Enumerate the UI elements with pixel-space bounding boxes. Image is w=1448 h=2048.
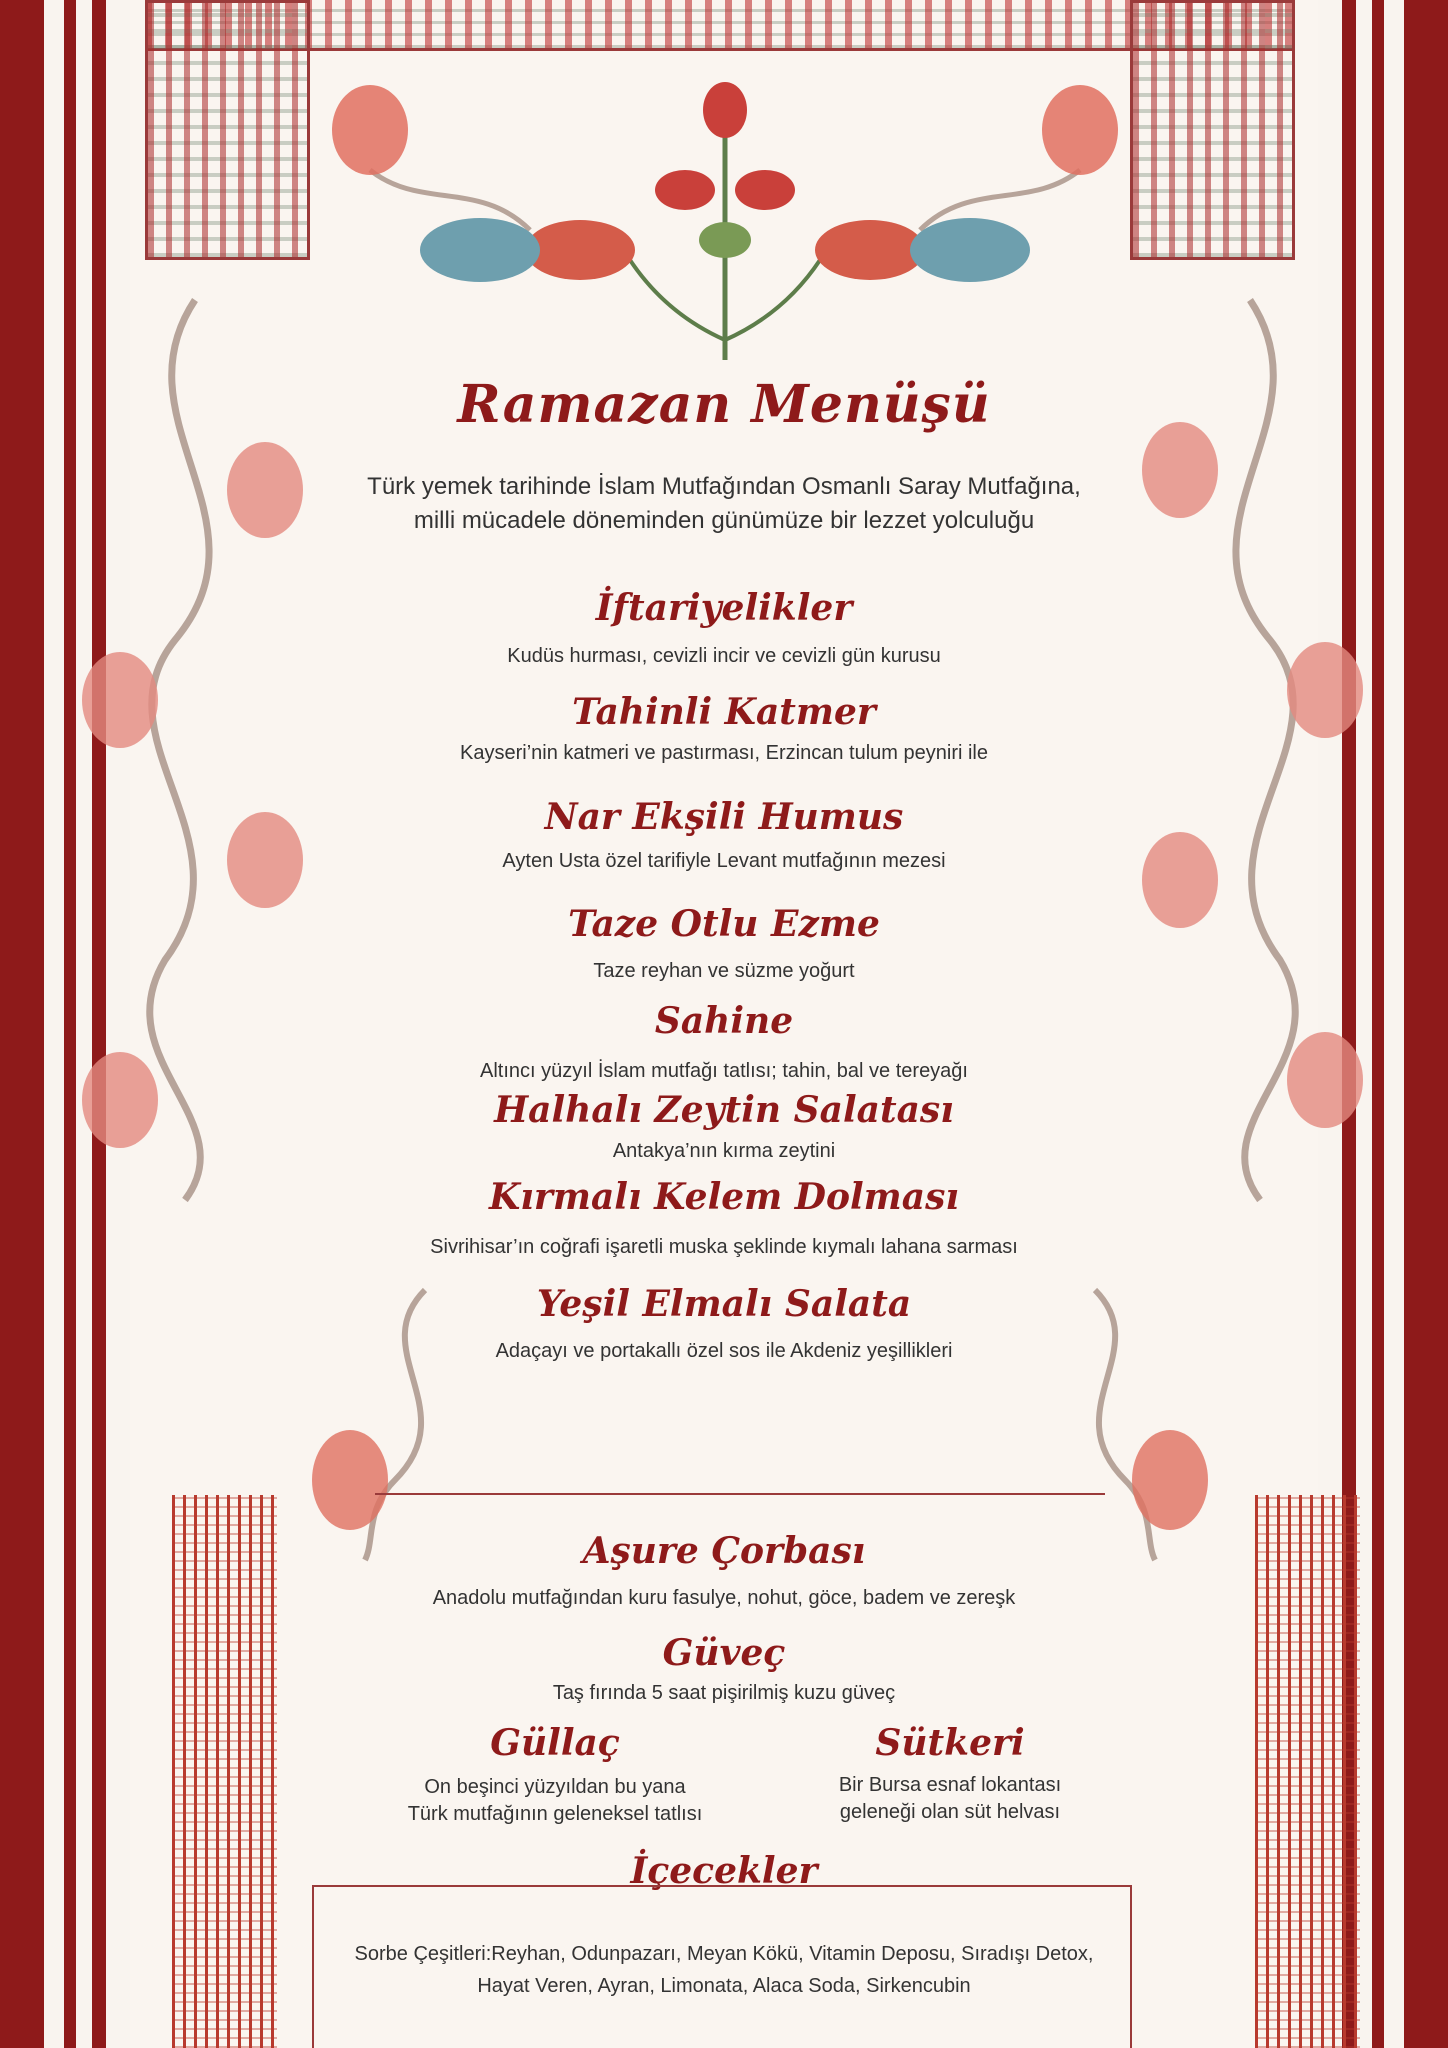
dessert-gullac bbox=[365, 1722, 745, 1826]
left-ornament-band bbox=[145, 0, 310, 260]
item-description-line-1: Bir Bursa esnaf lokantası bbox=[838, 1774, 1062, 1796]
right-divider-ornament bbox=[1015, 1290, 1215, 1560]
top-floral-ornament bbox=[330, 40, 1120, 370]
right-ornament-band bbox=[1130, 0, 1295, 260]
item-title: Tahinli Katmer bbox=[572, 691, 876, 733]
item-description-line-2: geleneği olan süt helvası bbox=[839, 1801, 1061, 1823]
intro-line-1: Türk yemek tarihinde İslam Mutfağından Osmanlı Saray Mutfağına, bbox=[367, 473, 1081, 500]
drinks-line-1: Sorbe Çeşitleri:Reyhan, Odunpazarı, Meyan Kökü, Vitamin Deposu, Sıradışı Detox, bbox=[354, 1943, 1094, 1965]
item-description: Anadolu mutfağından kuru fasulye, nohut, göce, badem ve zereşk bbox=[432, 1587, 1016, 1609]
item-title: Aşure Çorbası bbox=[582, 1530, 866, 1572]
item-description: Ayten Usta özel tarifiyle Levant mutfağının mezesi bbox=[502, 850, 946, 872]
section-divider bbox=[375, 1493, 1105, 1495]
dessert-sutkeri bbox=[775, 1722, 1125, 1824]
item-description: Adaçayı ve portakallı özel sos ile Akdeniz yeşillikleri bbox=[495, 1340, 953, 1362]
drinks-list bbox=[0, 1938, 1448, 2002]
item-title: Halhalı Zeytin Salatası bbox=[494, 1089, 954, 1131]
item-description-line-1: On beşinci yüzyıldan bu yana bbox=[424, 1776, 686, 1798]
item-title: Güveç bbox=[662, 1632, 786, 1674]
intro-text bbox=[0, 470, 1448, 538]
item-title: İftariyelikler bbox=[595, 587, 853, 629]
item-title: Sahine bbox=[654, 1000, 794, 1042]
item-description: Kudüs hurması, cevizli incir ve cevizli gün kurusu bbox=[507, 645, 941, 667]
menu-title: Ramazan Menüşü bbox=[457, 374, 991, 435]
item-description: Taş fırında 5 saat pişirilmiş kuzu güveç bbox=[552, 1682, 896, 1704]
item-description-line-2: Türk mutfağının geleneksel tatlısı bbox=[407, 1803, 703, 1825]
item-title: Nar Ekşili Humus bbox=[544, 796, 904, 838]
item-title: Sütkeri bbox=[875, 1722, 1025, 1764]
drinks-line-2: Hayat Veren, Ayran, Limonata, Alaca Soda, Sirkencubin bbox=[477, 1975, 971, 1997]
left-divider-ornament bbox=[305, 1290, 505, 1560]
drinks-title: İçecekler bbox=[630, 1850, 818, 1892]
item-title: Taze Otlu Ezme bbox=[568, 903, 880, 945]
item-description: Sivrihisar’ın coğrafi işaretli muska şeklinde kıymalı lahana sarması bbox=[430, 1236, 1018, 1258]
item-title: Kırmalı Kelem Dolması bbox=[488, 1176, 960, 1218]
item-title: Güllaç bbox=[490, 1722, 620, 1764]
item-description: Altıncı yüzyıl İslam mutfağı tatlısı; tahin, bal ve tereyağı bbox=[480, 1060, 968, 1082]
item-description: Taze reyhan ve süzme yoğurt bbox=[593, 960, 855, 982]
intro-line-2: milli mücadele döneminden günümüze bir lezzet yolculuğu bbox=[413, 507, 1035, 534]
item-title: Yeşil Elmalı Salata bbox=[536, 1283, 912, 1325]
item-description: Antakya’nın kırma zeytini bbox=[612, 1140, 836, 1162]
item-description: Kayseri’nin katmeri ve pastırması, Erzincan tulum peyniri ile bbox=[460, 742, 988, 764]
